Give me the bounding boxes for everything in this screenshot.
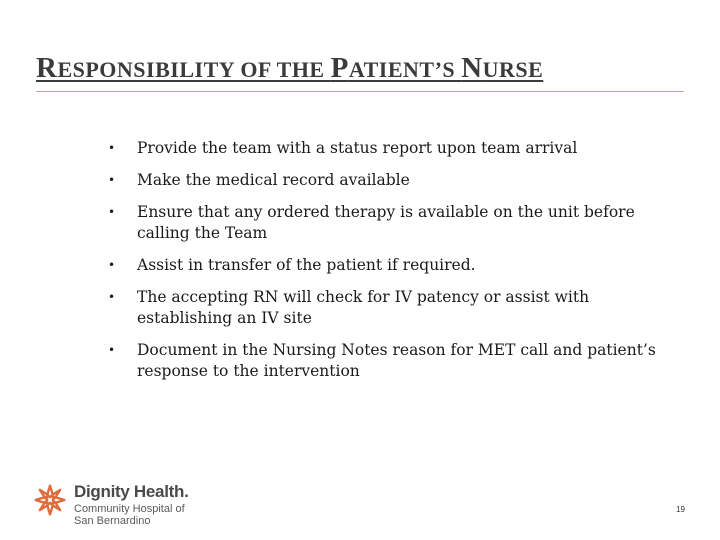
bullet-icon: • (108, 258, 116, 272)
bullet-list (108, 138, 668, 393)
bullet-item: • Make the medical record available (108, 171, 410, 189)
bullet-item: • Document in the Nursing Notes reason for MET call and patient’s response to the intervention (108, 341, 656, 380)
bullet-item: • Ensure that any ordered therapy is available on the unit before calling the Team (108, 203, 635, 242)
bullet-item: • The accepting RN will check for IV patency or assist with establishing an IV site (108, 288, 590, 327)
bullet-icon: • (108, 173, 116, 187)
bullet-icon: • (108, 343, 116, 357)
bullet-item: • Provide the team with a status report upon team arrival (108, 139, 578, 157)
bullet-icon: • (108, 205, 116, 219)
bullet-icon: • (108, 290, 116, 304)
logo-name: Dignity Health. (74, 482, 189, 501)
slide-title: RESPONSIBILITY OF THE PATIENT’S NURSE (36, 52, 544, 84)
bullet-item: • Assist in transfer of the patient if required. (108, 256, 476, 274)
bullet-icon: • (108, 141, 116, 155)
logo-subtitle: Community Hospital of San Bernardino (74, 503, 185, 527)
starburst-logo-icon (32, 482, 68, 518)
dignity-health-logo (32, 480, 232, 530)
page-number: 19 (676, 505, 685, 514)
title-divider (36, 91, 684, 92)
